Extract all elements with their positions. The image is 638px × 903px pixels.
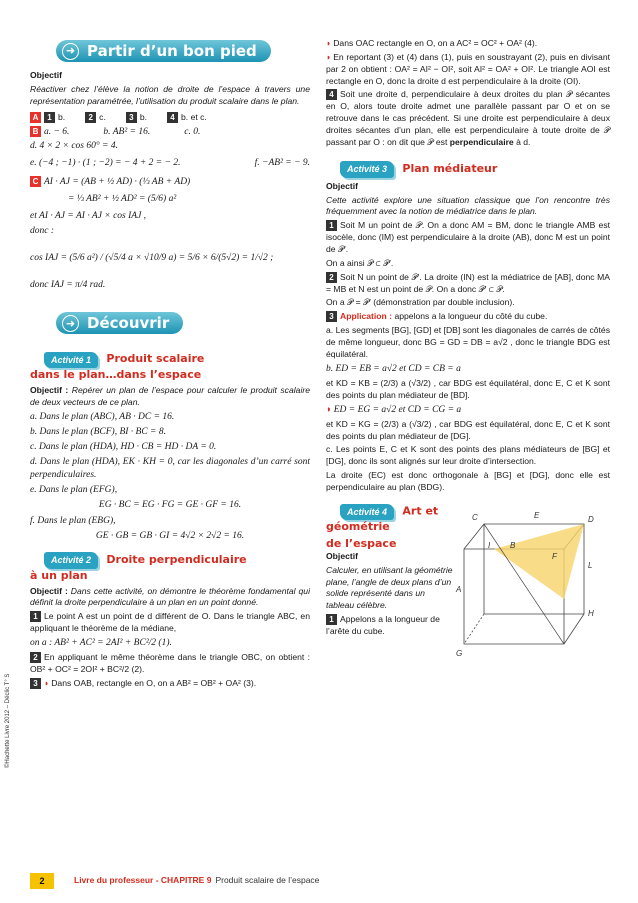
copyright-sidebar: ©Hachette Livre 2012 – Déclic T° S xyxy=(5,673,11,768)
triangle-bullet-icon: ◗ xyxy=(326,51,332,62)
cube-figure xyxy=(454,504,610,664)
fig-label: L xyxy=(588,560,593,570)
triangle-bullet-icon: ◗ xyxy=(326,404,332,415)
paragraph: on a : AB² + AC² = 2AI² + BC²/2 (1). xyxy=(30,637,172,648)
paragraph: et KD = KB = (2/3) a (√3/2) , car BDG est équilatéral, donc E, C et K sont des points du plan médiateur de [BD]. xyxy=(326,377,610,400)
answer: c. 0. xyxy=(184,127,201,138)
objectif-text: Dans cette activité, on démontre le théorème fondamental qui définit la droite perpendiculaire à un plan en un point donné. xyxy=(30,585,310,608)
math-line: cos IAJ = (5/6 a²) / (√5/4 a × √10/9 a) = 5/6 × 6/(5√2) = 1/√2 ; xyxy=(30,253,274,264)
fig-label: C xyxy=(472,512,478,522)
section-c xyxy=(30,176,310,293)
answer: b. xyxy=(58,111,66,122)
fig-label: H xyxy=(588,608,594,618)
answer: b. et c. xyxy=(181,111,207,122)
activity-3-header xyxy=(326,161,610,178)
tag-c: C xyxy=(30,176,41,187)
page-footer xyxy=(30,872,620,890)
footer-title: Livre du professeur - CHAPITRE 9 xyxy=(74,875,212,886)
banner-decouvrir xyxy=(56,312,183,334)
activity-line: c. Dans le plan (HDA), HD · CB = HD · DA = 0. xyxy=(30,442,217,453)
left-column xyxy=(30,38,310,692)
activity-1-header xyxy=(30,351,310,382)
objectif-label: Objectif xyxy=(326,550,358,561)
item-number: 3 xyxy=(126,112,137,123)
paragraph: On a ainsi 𝒫 ⊂ 𝒫′. xyxy=(326,257,394,268)
item-number: 1 xyxy=(326,220,337,231)
activity-2-header xyxy=(30,552,310,583)
section-a xyxy=(30,112,310,124)
triangle-bullet-icon: ◗ xyxy=(44,677,50,688)
activity-badge: Activité 1 xyxy=(44,352,98,368)
activity-line: a. Dans le plan (ABC), AB · DC = 16. xyxy=(30,411,175,422)
activity-badge: Activité 4 xyxy=(340,504,394,520)
activity-title: à un plan xyxy=(30,568,88,582)
fig-label: E xyxy=(534,510,540,520)
answer: b. xyxy=(139,111,148,122)
objectif-text: Calculer, en utilisant la géométrie plane, l’angle de deux plans d’un solide représenté dans un tableau célèbre. xyxy=(326,564,453,611)
item-number: 3 xyxy=(326,311,337,322)
activity-4-block xyxy=(326,504,610,664)
banner-title: Partir d’un bon pied xyxy=(87,41,257,60)
objectif-text: Cette activité explore une situation classique que l’on rencontre très fréquemment avec la notion de médiatrice dans le plan. xyxy=(326,194,610,217)
objectif-label: Objectif xyxy=(30,70,62,80)
triangle-bullet-icon: ◗ xyxy=(326,38,332,48)
objectif-label: Objectif xyxy=(326,180,358,191)
paragraph: Le point A est un point de d différent de O. Dans le triangle ABC, en appliquant le théorème de la médiane, xyxy=(30,611,310,634)
paragraph: Appelons a la longueur de l’arête du cube. xyxy=(326,614,440,636)
activity-line: e. Dans le plan (EFG), xyxy=(30,485,118,496)
paragraph: b. ED = EB = a√2 et CD = CB = a xyxy=(326,363,461,374)
paragraph: ED = EG = a√2 et CD = CG = a xyxy=(333,404,462,415)
answer-f: f. −AB² = − 9. xyxy=(254,157,310,168)
fig-label: B xyxy=(510,540,516,550)
paragraph: Dans OAB, rectangle en O, on a AB² = OB² + OA² (3). xyxy=(51,677,257,688)
activity-line: b. Dans le plan (BCF), BI · BC = 8. xyxy=(30,426,166,437)
activity-title: Produit scalaire xyxy=(106,352,205,366)
math-line: donc : xyxy=(30,226,55,237)
activity-line: GE · GB = GB · GI = 4√2 × 2√2 = 16. xyxy=(95,530,245,541)
paragraph: En reportant (3) et (4) dans (1), puis en soustrayant (2), puis en divisant par 2 on obtient : OA² = AI² − OI², soit AI² = OA² + OI². Le triangle AOI est rectangle en O, donc la droite d est perpendiculaire à la droite (OI). xyxy=(326,51,610,86)
paragraph: à d. xyxy=(516,136,531,147)
answer: c. xyxy=(99,111,106,122)
activity-title: Plan médiateur xyxy=(402,161,498,175)
page-number: 2 xyxy=(30,873,54,889)
objectif-label: Objectif : xyxy=(30,585,68,596)
bold-term: Application : xyxy=(340,311,393,322)
activity-title: dans le plan…dans l’espace xyxy=(30,368,202,382)
banner-title: Découvrir xyxy=(87,314,170,333)
item-number: 1 xyxy=(326,614,337,625)
fig-label: G xyxy=(456,648,463,658)
paragraph: Soit N un point de 𝒫′. La droite (IN) est la médiatrice de [AB], donc MA = MB et N est un point de 𝒫. On a donc 𝒫′ ⊂ 𝒫. xyxy=(326,271,610,294)
yellow-triangle xyxy=(494,524,584,599)
objectif-text: Repérer un plan de l’espace pour calculer le produit scalaire de deux vecteurs de ce plan. xyxy=(30,385,310,407)
bold-term: perpendiculaire xyxy=(449,136,514,147)
item-number: 1 xyxy=(44,112,55,123)
paragraph: c. Les points E, C et K sont des points des plans médiateurs de [BG] et [DG], donc ils sont alignés sur leur droite d’intersection. xyxy=(326,444,610,467)
right-column xyxy=(326,38,610,664)
answer-e: e. (−4 ; −1) · (1 ; −2) = − 4 + 2 = − 2. xyxy=(30,157,181,168)
answer-d: d. 4 × 2 × cos 60° = 4. xyxy=(30,140,118,151)
paragraph: appelons a la longueur du côté du cube. xyxy=(394,311,548,322)
fig-label: I xyxy=(488,540,491,550)
item-number: 3 xyxy=(30,678,41,689)
activity-title: Droite perpendiculaire xyxy=(106,552,247,566)
paragraph: Soit une droite d, perpendiculaire à deux droites du plan 𝒫 sécantes en O, alors toute droite admet une parallèle passant par O et on se retrouve dans le cas précédent. Si une droite est perpendiculaire à deux droites sécantes d’un plan, elle est perpendiculaire à toute droite de 𝒫 passant par O : on dit que 𝒫 est xyxy=(326,89,610,147)
activity-line: f. Dans le plan (EBG), xyxy=(30,515,116,526)
answers-ef xyxy=(30,157,310,170)
item-number: 2 xyxy=(30,652,41,663)
paragraph: On a 𝒫 = 𝒫′ (démonstration par double inclusion). xyxy=(326,297,515,308)
math-line: donc IAJ = π/4 rad. xyxy=(30,280,106,291)
fig-label: A xyxy=(456,584,462,594)
banner-partir xyxy=(56,40,271,62)
activity-line: d. Dans le plan (HDA), EK · KH = 0, car les diagonales d’un carré sont perpendiculaires. xyxy=(30,457,310,481)
math-line: = ⅓ AB² + ½ AD² = (5/6) a² xyxy=(68,193,177,204)
tag-b: B xyxy=(30,126,41,137)
item-number: 4 xyxy=(326,89,337,100)
objectif-text: Réactiver chez l’élève la notion de droite de l’espace à travers une représentation paramétrée, l’utilisation du produit scalaire dans le plan. xyxy=(30,83,310,106)
fig-label: F xyxy=(552,551,557,561)
paragraph: a. Les segments [BG], [GD] et [DB] sont les diagonales de carrés de côtés de même longueur, donc BG = GD = DB = a√2 , donc le triangle BDG est équilatéral. xyxy=(326,325,610,359)
activity-title: Art et géométrie xyxy=(326,504,439,534)
objectif-label: Objectif : xyxy=(30,385,69,396)
paragraph: En appliquant le même théorème dans le triangle OBC, on obtient : OB² + OC² = 2OI² + BC²/2 (2). xyxy=(30,652,310,674)
paragraph: Soit M un point de 𝒫. On a donc AM = BM, donc le triangle AMB est isocèle, donc (IM) est perpendiculaire à la droite (AB), donc M est un point de 𝒫′. xyxy=(326,220,610,254)
activity-badge: Activité 3 xyxy=(340,161,394,177)
answer: a. − 6. xyxy=(44,127,70,138)
paragraph: et KD = KG = (2/3) a (√3/2) , car BDG est équilatéral, donc E, C et K sont des points du plan médiateur de [DG]. xyxy=(326,418,610,441)
activity-line: EG · BC = EG · FG = GE · GF = 16. xyxy=(98,500,242,511)
item-number: 2 xyxy=(326,272,337,283)
fig-label: D xyxy=(588,514,594,524)
item-number: 2 xyxy=(85,112,96,123)
paragraph: La droite (EC) est donc orthogonale à [BG] et [DG], donc elle est perpendiculaire au plan (BDG). xyxy=(326,470,610,492)
section-b xyxy=(30,126,310,139)
math-line: AI · AJ = (AB + ½ AD) · (⅓ AB + AD) xyxy=(44,176,191,187)
activity-title: de l’espace xyxy=(326,537,397,551)
footer-subtitle: Produit scalaire de l’espace xyxy=(215,875,320,886)
activity-4-header xyxy=(326,504,454,534)
arrow-right-icon: ➜ xyxy=(62,43,79,60)
answer: b. AB² = 16. xyxy=(103,127,151,138)
arrow-right-icon: ➜ xyxy=(62,315,79,332)
math-line: et AI · AJ = AI · AJ × cos IAJ , xyxy=(30,210,147,221)
activity-badge: Activité 2 xyxy=(44,552,98,568)
paragraph: Dans OAC rectangle en O, on a AC² = OC² + OA² (4). xyxy=(333,38,538,48)
item-number: 1 xyxy=(30,611,41,622)
tag-a: A xyxy=(30,112,41,123)
item-number: 4 xyxy=(167,112,178,123)
